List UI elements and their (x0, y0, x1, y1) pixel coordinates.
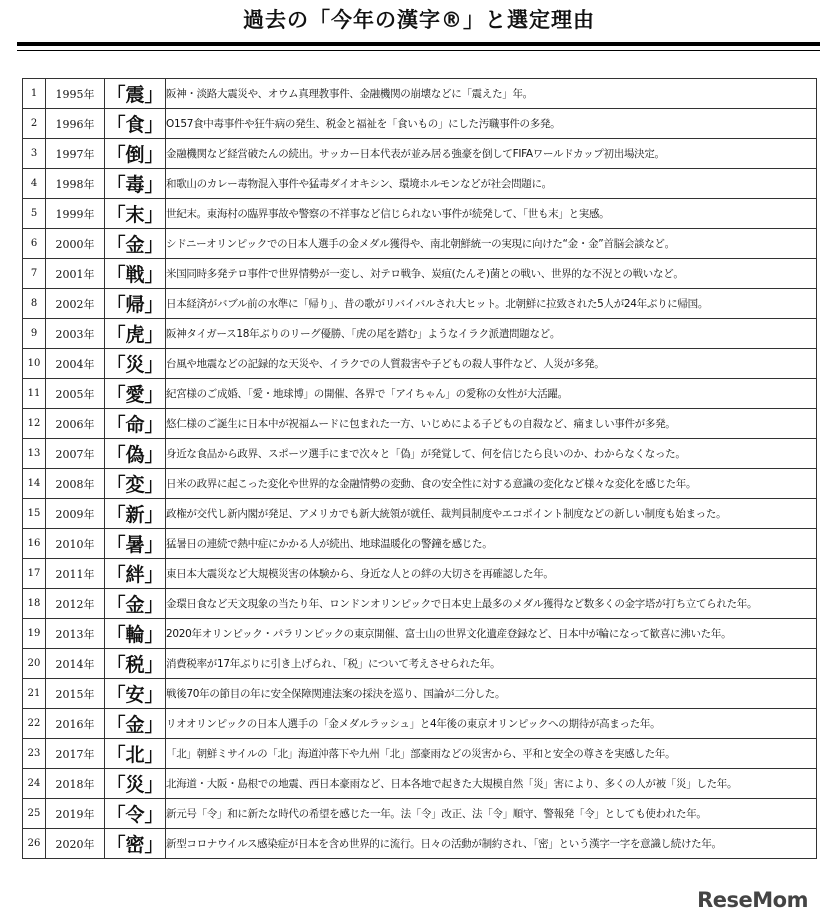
row-reason: 日米の政界に起こった変化や世界的な金融情勢の変動、食の安全性に対する意識の変化など様々な変化を感じた年。 (166, 469, 817, 499)
row-year: 2008年 (46, 469, 105, 499)
table-row (23, 79, 817, 109)
row-year: 2013年 (46, 619, 105, 649)
row-year: 2006年 (46, 409, 105, 439)
row-year: 2011年 (46, 559, 105, 589)
row-year: 2009年 (46, 499, 105, 529)
row-reason: 政権が交代し新内閣が発足、アメリカでも新大統領が就任、裁判員制度やエコポイント制度などの新しい制度も始まった。 (166, 499, 817, 529)
table-row (23, 469, 817, 499)
row-number: 13 (23, 439, 46, 469)
row-reason: 台風や地震などの記録的な天災や、イラクでの人質殺害や子どもの殺人事件など、人災が多発。 (166, 349, 817, 379)
table-row (23, 199, 817, 229)
row-number: 12 (23, 409, 46, 439)
table-row (23, 229, 817, 259)
row-year: 2012年 (46, 589, 105, 619)
table-row (23, 589, 817, 619)
row-number: 8 (23, 289, 46, 319)
row-number: 26 (23, 829, 46, 859)
row-year: 2001年 (46, 259, 105, 289)
table-row (23, 319, 817, 349)
row-number: 22 (23, 709, 46, 739)
row-number: 11 (23, 379, 46, 409)
row-year: 2004年 (46, 349, 105, 379)
row-reason: 東日本大震災など大規模災害の体験から、身近な人との絆の大切さを再確認した年。 (166, 559, 817, 589)
table-row (23, 529, 817, 559)
row-year: 1997年 (46, 139, 105, 169)
row-number: 19 (23, 619, 46, 649)
row-year: 2010年 (46, 529, 105, 559)
row-kanji: 「末」 (105, 199, 166, 229)
row-reason: リオオリンピックの日本人選手の「金メダルラッシュ」と4年後の東京オリンピックへの期待が高まった年。 (166, 709, 817, 739)
table-row (23, 289, 817, 319)
row-reason: 北海道・大阪・島根での地震、西日本豪雨など、日本各地で起きた大規模自然「災」害により、多くの人が被「災」した年。 (166, 769, 817, 799)
table-row (23, 709, 817, 739)
table-row (23, 439, 817, 469)
row-year: 2019年 (46, 799, 105, 829)
row-reason: 米国同時多発テロ事件で世界情勢が一変し、対テロ戦争、炭疽(たんそ)菌との戦い、世界的な不況との戦いなど。 (166, 259, 817, 289)
table-row (23, 619, 817, 649)
row-year: 1996年 (46, 109, 105, 139)
row-number: 20 (23, 649, 46, 679)
table-row (23, 379, 817, 409)
row-reason: 世紀末。東海村の臨界事故や警察の不祥事など信じられない事件が続発して、「世も末」と実感。 (166, 199, 817, 229)
row-year: 1995年 (46, 79, 105, 109)
row-number: 5 (23, 199, 46, 229)
row-kanji: 「密」 (105, 829, 166, 859)
title-divider-thick (17, 42, 820, 46)
row-year: 2018年 (46, 769, 105, 799)
page-title: 過去の「今年の漢字®」と選定理由 (243, 8, 595, 32)
row-kanji: 「偽」 (105, 439, 166, 469)
row-number: 25 (23, 799, 46, 829)
row-reason: 悠仁様のご誕生に日本中が祝福ムードに包まれた一方、いじめによる子どもの自殺など、痛ましい事件が多発。 (166, 409, 817, 439)
title-divider-thin (17, 50, 820, 51)
row-kanji: 「命」 (105, 409, 166, 439)
row-number: 7 (23, 259, 46, 289)
row-kanji: 「倒」 (105, 139, 166, 169)
row-reason: 阪神タイガース18年ぶりのリーグ優勝、「虎の尾を踏む」ようなイラク派遣問題など。 (166, 319, 817, 349)
row-number: 9 (23, 319, 46, 349)
resemom-logo: ReseMom (697, 888, 808, 912)
row-year: 1999年 (46, 199, 105, 229)
row-kanji: 「絆」 (105, 559, 166, 589)
row-reason: 阪神・淡路大震災や、オウム真理教事件、金融機関の崩壊などに「震えた」年。 (166, 79, 817, 109)
table-row (23, 409, 817, 439)
row-reason: O157食中毒事件や狂牛病の発生、税金と福祉を「食いもの」にした汚職事件の多発。 (166, 109, 817, 139)
table-row (23, 769, 817, 799)
row-reason: 日本経済がバブル前の水準に「帰り」、昔の歌がリバイバルされ大ヒット。北朝鮮に拉致された5人が24年ぶりに帰国。 (166, 289, 817, 319)
row-number: 24 (23, 769, 46, 799)
row-number: 3 (23, 139, 46, 169)
table-row (23, 169, 817, 199)
row-kanji: 「食」 (105, 109, 166, 139)
row-reason: 猛暑日の連続で熱中症にかかる人が続出、地球温暖化の警鐘を感じた。 (166, 529, 817, 559)
row-number: 2 (23, 109, 46, 139)
row-year: 2003年 (46, 319, 105, 349)
row-kanji: 「愛」 (105, 379, 166, 409)
row-kanji: 「金」 (105, 709, 166, 739)
row-reason: シドニーオリンピックでの日本人選手の金メダル獲得や、南北朝鮮統一の実現に向けた“金・金”首脳会談など。 (166, 229, 817, 259)
row-year: 2014年 (46, 649, 105, 679)
table-row (23, 649, 817, 679)
row-reason: 戦後70年の節目の年に安全保障関連法案の採決を巡り、国論が二分した。 (166, 679, 817, 709)
row-reason: 「北」朝鮮ミサイルの「北」海道沖落下や九州「北」部豪雨などの災害から、平和と安全の尊さを実感した年。 (166, 739, 817, 769)
row-kanji: 「虎」 (105, 319, 166, 349)
row-reason: 紀宮様のご成婚、「愛・地球博」の開催、各界で「アイちゃん」の愛称の女性が大活躍。 (166, 379, 817, 409)
row-kanji: 「金」 (105, 589, 166, 619)
row-year: 2015年 (46, 679, 105, 709)
row-kanji: 「令」 (105, 799, 166, 829)
row-year: 2005年 (46, 379, 105, 409)
row-kanji: 「震」 (105, 79, 166, 109)
row-year: 2002年 (46, 289, 105, 319)
kanji-table (22, 78, 817, 859)
row-year: 2007年 (46, 439, 105, 469)
row-number: 18 (23, 589, 46, 619)
table-row (23, 499, 817, 529)
row-kanji: 「暑」 (105, 529, 166, 559)
row-reason: 新型コロナウイルス感染症が日本を含め世界的に流行。日々の活動が制約され、「密」という漢字一字を意識し続けた年。 (166, 829, 817, 859)
row-kanji: 「変」 (105, 469, 166, 499)
table-row (23, 799, 817, 829)
table-row (23, 679, 817, 709)
table-row (23, 829, 817, 859)
table-row (23, 259, 817, 289)
row-number: 1 (23, 79, 46, 109)
table-row (23, 139, 817, 169)
row-kanji: 「災」 (105, 769, 166, 799)
row-number: 4 (23, 169, 46, 199)
table-row (23, 109, 817, 139)
row-kanji: 「戦」 (105, 259, 166, 289)
row-kanji: 「帰」 (105, 289, 166, 319)
row-year: 1998年 (46, 169, 105, 199)
row-kanji: 「輪」 (105, 619, 166, 649)
row-number: 23 (23, 739, 46, 769)
row-kanji: 「税」 (105, 649, 166, 679)
row-reason: 消費税率が17年ぶりに引き上げられ、「税」について考えさせられた年。 (166, 649, 817, 679)
row-number: 6 (23, 229, 46, 259)
row-kanji: 「北」 (105, 739, 166, 769)
row-kanji: 「災」 (105, 349, 166, 379)
row-number: 14 (23, 469, 46, 499)
row-reason: 金環日食など天文現象の当たり年、ロンドンオリンピックで日本史上最多のメダル獲得など数多くの金字塔が打ち立てられた年。 (166, 589, 817, 619)
table-row (23, 739, 817, 769)
row-kanji: 「毒」 (105, 169, 166, 199)
row-kanji: 「新」 (105, 499, 166, 529)
row-number: 21 (23, 679, 46, 709)
row-number: 17 (23, 559, 46, 589)
row-number: 10 (23, 349, 46, 379)
row-year: 2016年 (46, 709, 105, 739)
row-reason: 金融機関など経営破たんの続出。サッカー日本代表が並み居る強豪を倒してFIFAワールドカップ初出場決定。 (166, 139, 817, 169)
table-row (23, 349, 817, 379)
row-number: 16 (23, 529, 46, 559)
row-reason: 2020年オリンピック・パラリンピックの東京開催、富士山の世界文化遺産登録など、日本中が輪になって歓喜に沸いた年。 (166, 619, 817, 649)
row-number: 15 (23, 499, 46, 529)
row-year: 2017年 (46, 739, 105, 769)
table-row (23, 559, 817, 589)
row-kanji: 「安」 (105, 679, 166, 709)
row-kanji: 「金」 (105, 229, 166, 259)
row-reason: 身近な食品から政界、スポーツ選手にまで次々と「偽」が発覚して、何を信じたら良いのか、わからなくなった。 (166, 439, 817, 469)
row-year: 2000年 (46, 229, 105, 259)
row-reason: 新元号「令」和に新たな時代の希望を感じた一年。法「令」改正、法「令」順守、警報発「令」としても使われた年。 (166, 799, 817, 829)
kanji-table-body (23, 79, 817, 859)
row-year: 2020年 (46, 829, 105, 859)
row-reason: 和歌山のカレー毒物混入事件や猛毒ダイオキシン、環境ホルモンなどが社会問題に。 (166, 169, 817, 199)
